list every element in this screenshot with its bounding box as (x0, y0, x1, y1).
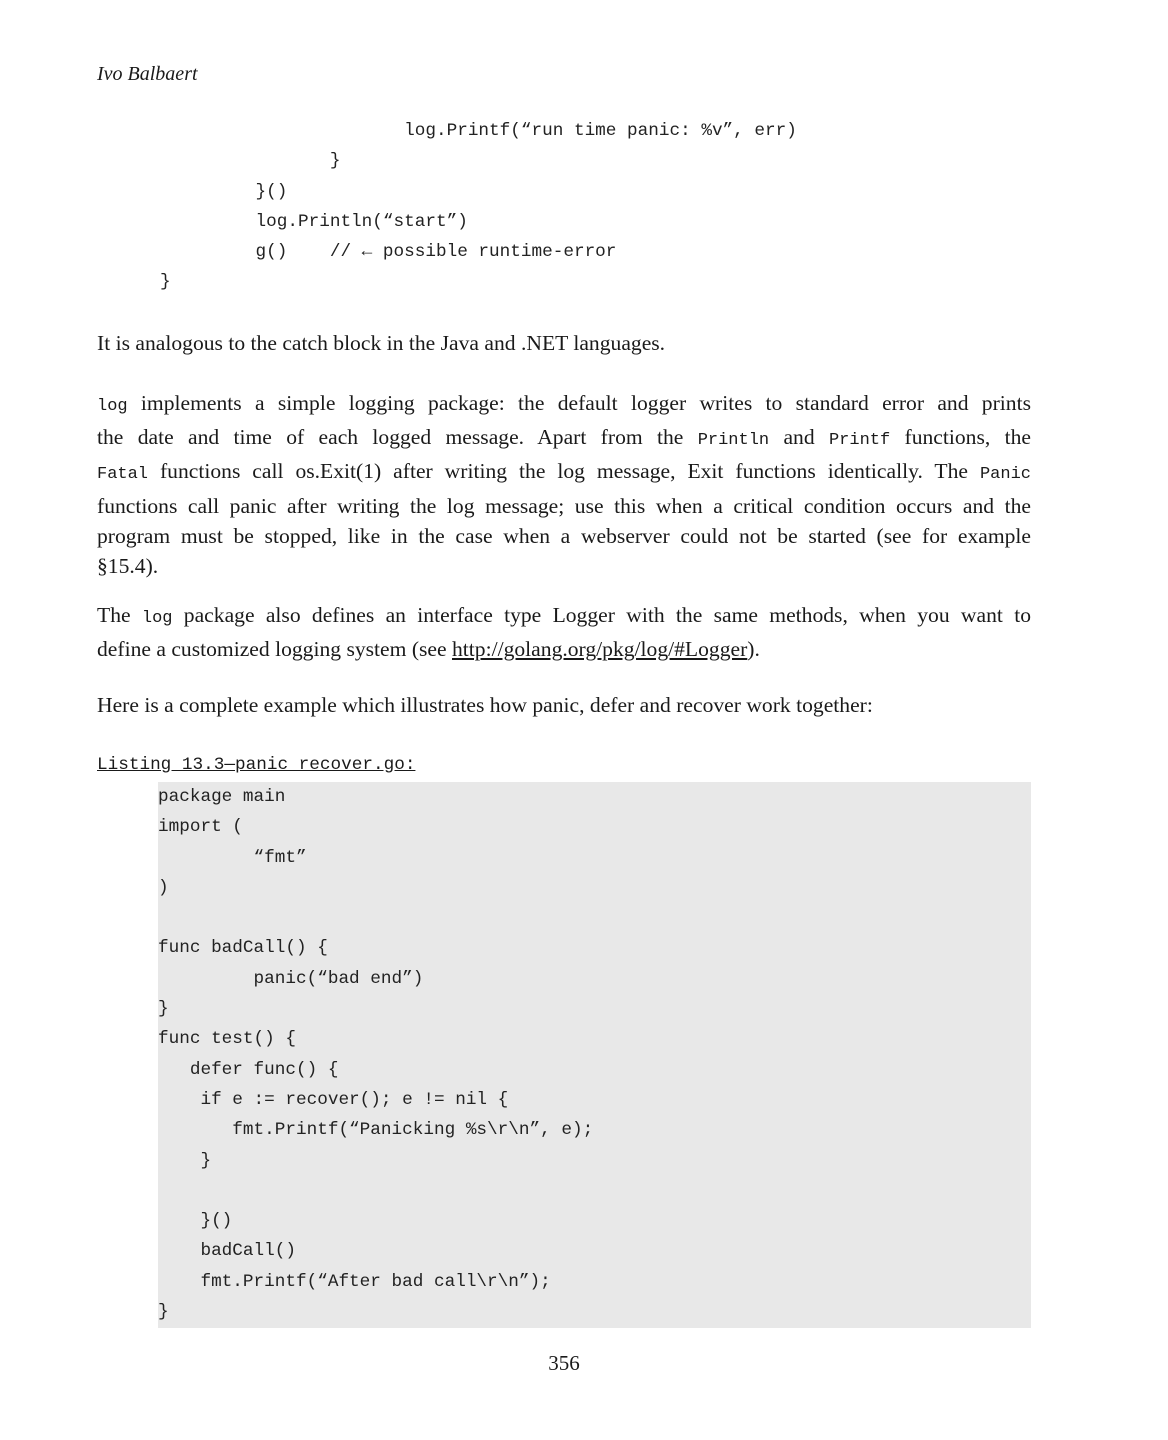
text: functions, the (890, 425, 1031, 450)
text: package also defines an interface type Logger with the same methods, when you want to (172, 603, 1031, 627)
running-header: Ivo Balbaert (97, 63, 198, 85)
code-line: }() (160, 181, 288, 202)
code-line: log.Println(“start”) (160, 211, 468, 232)
code-line: } (158, 999, 169, 1020)
code-listing-block (158, 782, 1031, 1328)
inline-code: Printf (828, 431, 891, 451)
code-line: } (160, 151, 341, 172)
paragraph-example-intro (97, 690, 1031, 720)
text-line (97, 634, 1031, 664)
paragraph-text: It is analogous to the catch block in the Java and .NET languages. (97, 331, 666, 355)
text-line (97, 422, 1031, 456)
listing-code (158, 782, 593, 1327)
inline-code: Panic (979, 465, 1031, 485)
logger-doc-link[interactable]: http://golang.org/pkg/log/#Logger (452, 637, 748, 662)
paragraph-catch-analogy (97, 328, 1031, 358)
code-line: fmt.Printf(“Panicking %s\r\n”, e); (158, 1120, 594, 1141)
inline-code: Println (697, 431, 770, 451)
inline-code: log (97, 397, 128, 416)
code-snippet-top (160, 116, 797, 298)
code-line (158, 1176, 593, 1206)
code-line: } (158, 1302, 169, 1323)
code-line: if e := recover(); e != nil { (158, 1089, 509, 1110)
code-line: package main (158, 787, 286, 807)
code-line: g() // ← possible runtime-error (160, 242, 617, 263)
code-line: import ( (158, 817, 243, 838)
code-line: “fmt” (158, 847, 307, 868)
code-line (158, 903, 593, 933)
code-line: } (158, 1150, 212, 1171)
paragraph-logger-interface (97, 600, 1031, 664)
text: implements a simple logging package: the default logger writes to standard error and prints (127, 391, 1031, 415)
text: The (97, 603, 142, 627)
text: functions call os.Exit(1) after writing the log message, Exit functions identically. The (148, 459, 980, 484)
code-line: } (160, 272, 171, 293)
text-line (97, 456, 1031, 490)
code-line: fmt.Printf(“After bad call\r\n”); (158, 1271, 551, 1292)
listing-caption: Listing 13.3—panic_recover.go: (97, 755, 416, 775)
text-line: program must be stopped, like in the case when a webserver could not be started (see for example (97, 523, 1031, 548)
code-line: ) (158, 877, 169, 898)
text-line (97, 388, 1031, 422)
paragraph-log-package (97, 388, 1031, 581)
text-line (97, 600, 1031, 634)
code-line: panic(“bad end”) (158, 968, 424, 989)
page-number: 356 (548, 1351, 580, 1375)
code-line: }() (158, 1211, 233, 1232)
code-line: func test() { (158, 1029, 296, 1050)
text: define a customized logging system (see (97, 637, 452, 662)
code-line: badCall() (158, 1241, 296, 1262)
code-line: log.Printf(“run time panic: %v”, err) (160, 121, 797, 141)
code-line: func badCall() { (158, 938, 328, 959)
text-line: functions call panic after writing the log message; use this when a critical condition occurs and the (97, 493, 1031, 518)
text: and (769, 425, 829, 450)
text: the date and time of each logged message. Apart from the (97, 425, 698, 450)
code-line: defer func() { (158, 1059, 339, 1080)
paragraph-text: Here is a complete example which illustrates how panic, defer and recover work together: (97, 693, 873, 717)
inline-code: log (141, 609, 173, 628)
inline-code: Fatal (97, 465, 149, 485)
text: ). (747, 637, 760, 662)
text-line: §15.4). (97, 554, 159, 579)
